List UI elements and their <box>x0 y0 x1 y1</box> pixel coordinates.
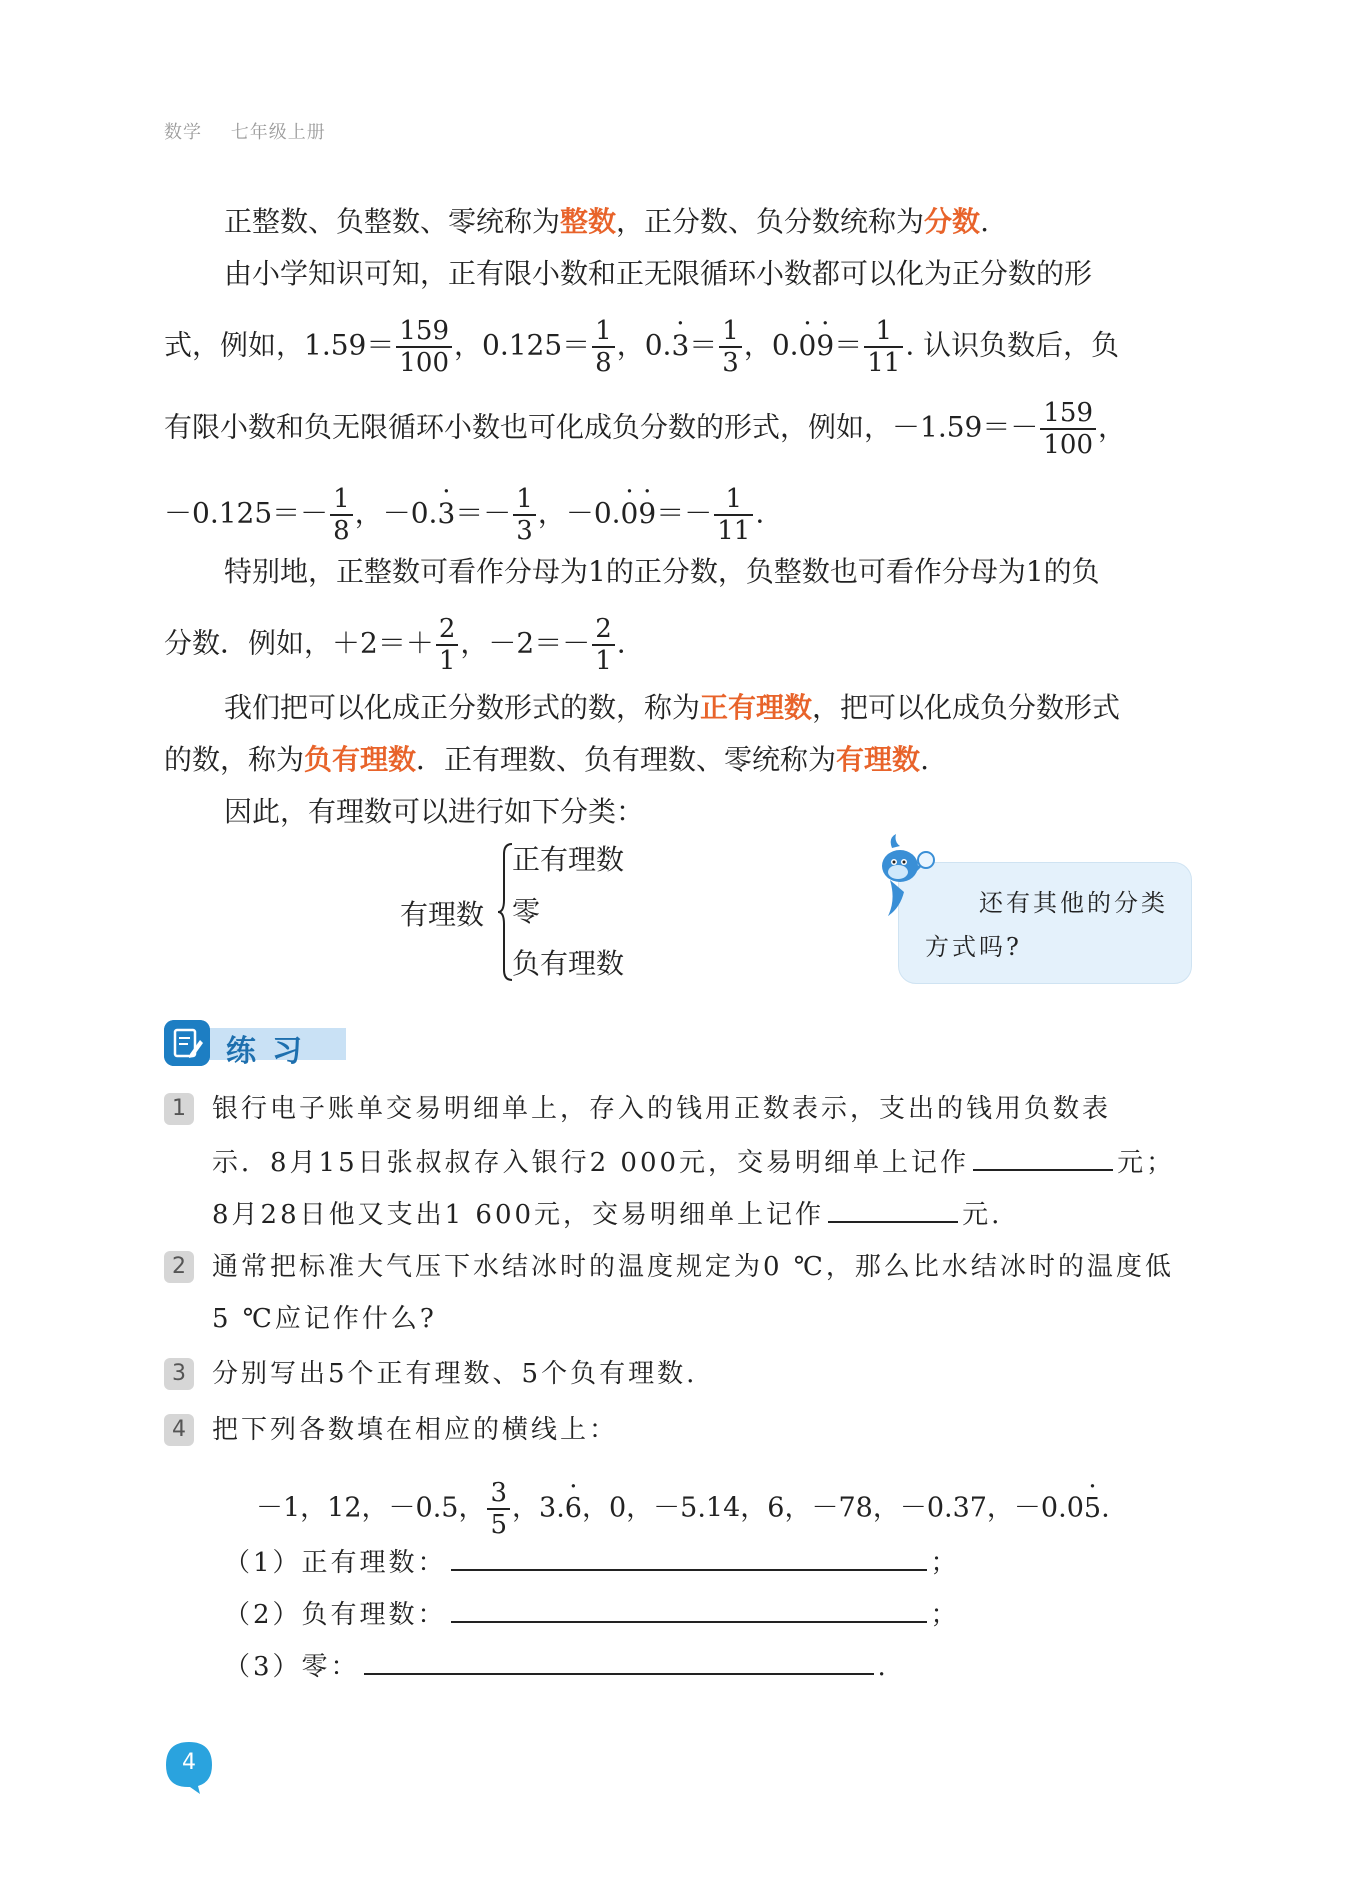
q4-line-1: 把下列各数填在相应的横线上： <box>212 1415 619 1445</box>
fraction-159-100: $\frac{159}{100}$ <box>1040 398 1096 460</box>
para-rational-def-l2 <box>164 740 1189 780</box>
q2-line-2: 5 ℃应记作什么? <box>212 1304 437 1334</box>
answer-blank[interactable] <box>973 1141 1113 1171</box>
text: 有限小数和负无限循环小数也可化成负分数的形式，例如，－1.59＝－ <box>164 410 1039 444</box>
page-number-badge <box>164 1740 214 1796</box>
text: . <box>920 743 929 776</box>
fraction-159-100: $\frac{159}{100}$ <box>396 316 452 378</box>
fraction-1-11: $\frac{1}{11}$ <box>864 316 903 378</box>
exercise-title: 练习 <box>226 1034 318 1069</box>
q2-line-1: 通常把标准大气压下水结冰时的温度规定为0 ℃，那么比水结冰时的温度低 <box>212 1252 1174 1282</box>
para-decimals-l1: 由小学知识可知，正有限小数和正无限循环小数都可以化为正分数的形 <box>224 257 1093 290</box>
dolphin-mascot-icon <box>870 830 940 920</box>
text: －0.125＝－ <box>164 496 329 530</box>
text: －1，12，－0.5， <box>256 1492 486 1524</box>
text: ＝－ <box>656 496 713 530</box>
q1-line-2 <box>212 1141 1175 1183</box>
text: . <box>980 205 989 238</box>
classification-item-positive: 正有理数 <box>512 843 625 876</box>
running-header <box>164 118 348 144</box>
text: ； <box>930 1548 960 1578</box>
text: 正整数、负整数、零统称为 <box>224 205 561 238</box>
notebook-pencil-icon <box>164 1020 210 1066</box>
fraction-1-8: $\frac{1}{8}$ <box>592 316 615 378</box>
text: （1）正有理数： <box>224 1548 447 1578</box>
repeating-digit: · 3 <box>437 494 455 534</box>
repeating-digit: · 6 <box>565 1489 582 1529</box>
fraction-2-1: $\frac{2}{1}$ <box>592 614 615 676</box>
text: ； <box>930 1600 960 1630</box>
text: 8月28日他又支出1 600元，交易明细单上记作 <box>212 1200 825 1230</box>
text: ，3. <box>512 1492 565 1524</box>
q4-sub-2 <box>224 1593 960 1635</box>
answer-blank[interactable] <box>828 1193 958 1223</box>
q1-line-3 <box>212 1193 1002 1235</box>
question-number-3: 3 <box>164 1358 194 1390</box>
para-rational-def-l1 <box>224 688 1249 728</box>
text: ，0.125＝ <box>454 328 591 362</box>
classification-item-negative: 负有理数 <box>512 947 625 980</box>
bubble-line-1: 还有其他的分类 <box>979 889 1168 917</box>
para-decimals-l3 <box>164 398 1189 460</box>
repeating-digit: · 9 <box>638 494 656 534</box>
fraction-3-5: $\frac{3}{5}$ <box>487 1478 510 1540</box>
classification-root: 有理数 <box>400 898 485 931</box>
text: ＝ <box>834 328 863 362</box>
header-subject: 数学 <box>164 122 202 143</box>
text: ，－0. <box>354 496 438 530</box>
text: 的数，称为 <box>164 743 305 776</box>
page-number: 4 <box>182 1750 196 1775</box>
header-grade: 七年级上册 <box>230 122 326 143</box>
repeating-digit: · 3 <box>671 326 689 366</box>
para-integers-as-fractions-l1: 特别地，正整数可看作分母为1的正分数，负整数也可看作分母为1的负 <box>224 555 1100 588</box>
text: . <box>1101 1492 1110 1524</box>
repeating-digit: · 5 <box>1084 1489 1101 1529</box>
classification-diagram <box>400 838 640 988</box>
term-positive-rational: 正有理数 <box>700 691 813 724</box>
fraction-1-8: $\frac{1}{8}$ <box>330 484 353 546</box>
text: （2）负有理数： <box>224 1600 447 1630</box>
para-decimals-l2 <box>164 316 1189 378</box>
text: 式，例如，1.59＝ <box>164 328 395 362</box>
text: ，－0. <box>537 496 621 530</box>
text: . <box>616 626 626 660</box>
text: . <box>755 496 765 530</box>
text: （3）零： <box>224 1652 360 1682</box>
exercise-section-header <box>164 1020 346 1069</box>
text: ，正分数、负分数统称为 <box>616 205 925 238</box>
repeating-digit: · 9 <box>816 326 834 366</box>
classification-item-zero: 零 <box>512 895 541 928</box>
question-number-2: 2 <box>164 1251 194 1283</box>
term-fraction: 分数 <box>924 205 981 238</box>
text: ，－2＝－ <box>460 626 591 660</box>
term-rational: 有理数 <box>836 743 921 776</box>
bubble-line-2: 方式吗? <box>925 933 1022 961</box>
para-integers-as-fractions-l2 <box>164 614 1189 676</box>
answer-blank[interactable] <box>364 1645 874 1675</box>
text: ．正有理数、负有理数、零统称为 <box>416 743 837 776</box>
q1-line-1: 银行电子账单交易明细单上，存入的钱用正数表示，支出的钱用负数表 <box>212 1094 1112 1124</box>
para-integers-fractions <box>224 202 1249 242</box>
text: ， <box>1098 410 1127 444</box>
q4-sub-1 <box>224 1541 960 1583</box>
text: ，0. <box>743 328 799 362</box>
answer-blank[interactable] <box>451 1541 927 1571</box>
speech-bubble <box>898 862 1192 984</box>
repeating-digit: · 0 <box>621 494 639 534</box>
text: 分数．例如，＋2＝＋ <box>164 626 434 660</box>
text: ＝ <box>689 328 718 362</box>
text: ，把可以化成负分数形式 <box>812 691 1121 724</box>
text: ＝－ <box>455 496 512 530</box>
term-integer: 整数 <box>560 205 617 238</box>
text: 示．8月15日张叔叔存入银行2 000元，交易明细单上记作 <box>212 1148 970 1178</box>
text: 我们把可以化成正分数形式的数，称为 <box>224 691 701 724</box>
para-classification-intro: 因此，有理数可以进行如下分类： <box>224 795 645 828</box>
text: 元. <box>962 1200 1003 1230</box>
para-decimals-l4 <box>164 484 1189 546</box>
fraction-1-11: $\frac{1}{11}$ <box>714 484 753 546</box>
text: 元； <box>1117 1148 1176 1178</box>
repeating-digit: · 0 <box>799 326 817 366</box>
text: . 认识负数后，负 <box>905 328 1120 362</box>
answer-blank[interactable] <box>451 1593 927 1623</box>
q3-line-1: 分别写出5个正有理数、5个负有理数. <box>212 1359 698 1389</box>
q4-sub-3 <box>224 1645 889 1687</box>
question-number-4: 4 <box>164 1414 194 1446</box>
fraction-1-3: $\frac{1}{3}$ <box>719 316 742 378</box>
question-number-1: 1 <box>164 1093 194 1125</box>
text: . <box>877 1652 889 1682</box>
fraction-1-3: $\frac{1}{3}$ <box>513 484 536 546</box>
term-negative-rational: 负有理数 <box>304 743 417 776</box>
q4-number-list <box>256 1478 1281 1540</box>
text: ，0. <box>616 328 672 362</box>
text: ，0，－5.14，6，－78，－0.37，－0.0 <box>581 1492 1084 1524</box>
fraction-2-1: $\frac{2}{1}$ <box>436 614 459 676</box>
